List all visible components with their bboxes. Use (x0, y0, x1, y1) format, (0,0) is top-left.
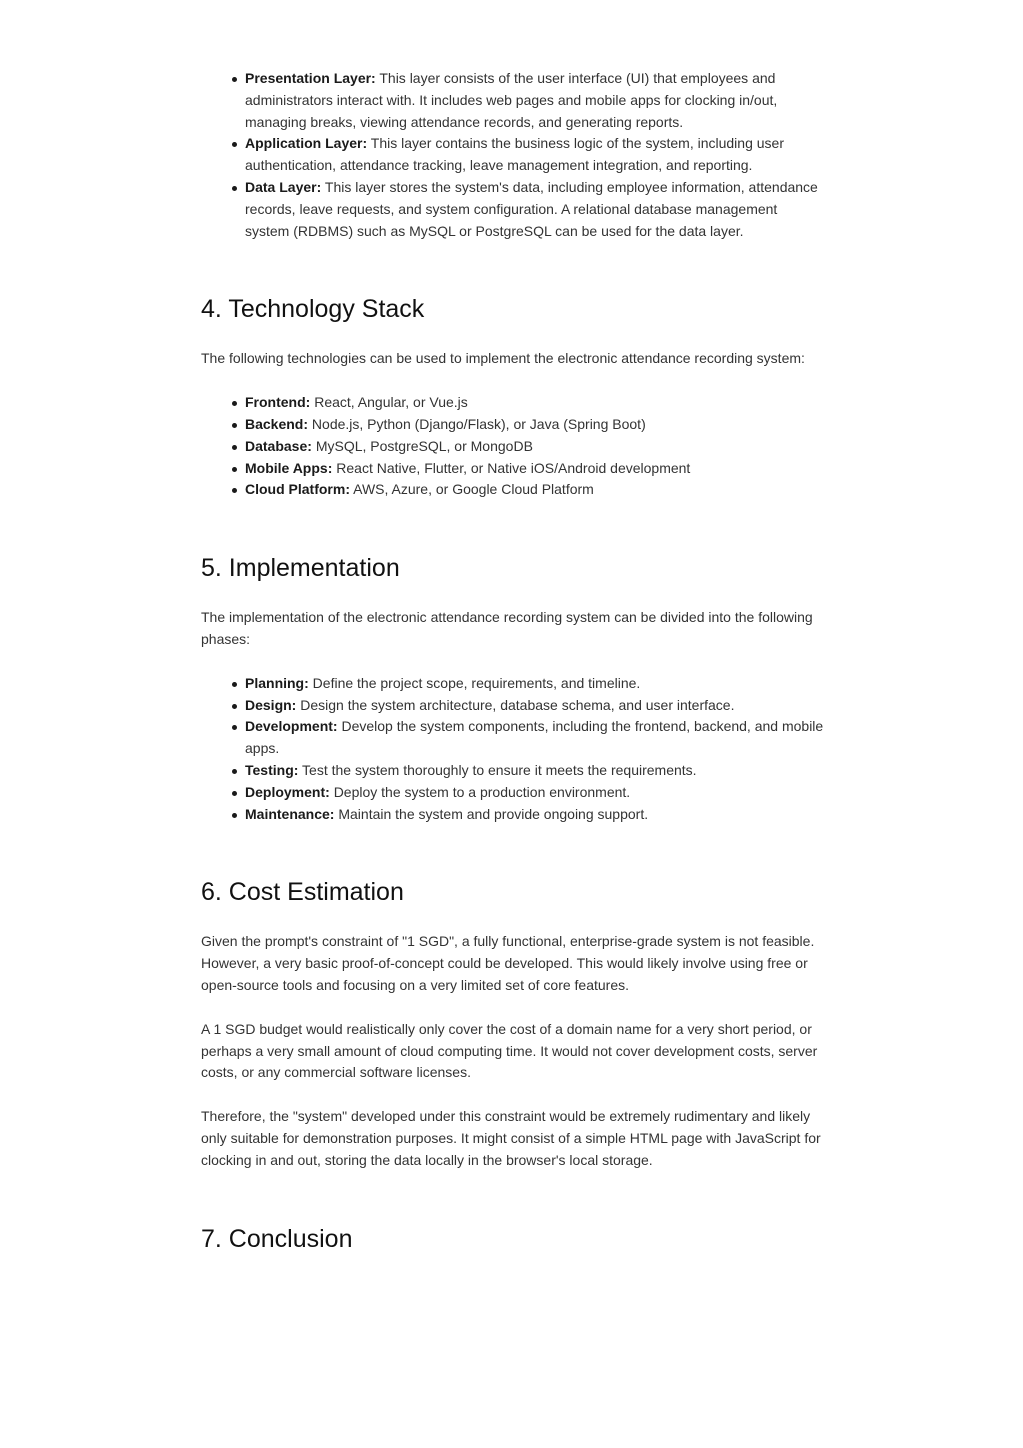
list-item (245, 414, 825, 436)
item-label: Application Layer: (245, 135, 368, 152)
section-heading-implementation: 5. Implementation (201, 554, 400, 583)
list-item (245, 760, 825, 782)
item-label: Deployment: (245, 783, 330, 800)
item-text: Test the system thoroughly to ensure it meets the requirements. (302, 761, 697, 778)
item-text: This layer consists of the user interface (UI) that employees and administrators interact with. It includes web pages and mobile apps for clocking in/out, managing breaks, viewing attendance records, and generating reports. (245, 70, 778, 130)
item-label: Planning: (245, 674, 309, 691)
section-heading-technology-stack: 4. Technology Stack (201, 295, 425, 324)
item-label: Frontend: (245, 394, 311, 411)
document-page (201, 68, 825, 1254)
item-label: Development: (245, 718, 338, 735)
cost-paragraph: A 1 SGD budget would realistically only cover the cost of a domain name for a very short period, or perhaps a very small amount of cloud computing time. It would not cover development costs, server costs, or any commercial software licenses. (201, 1020, 818, 1081)
list-item (245, 695, 825, 717)
list-item (245, 782, 825, 804)
item-text: This layer stores the system's data, including employee information, attendance records, leave requests, and system configuration. A relational database management system (RDBMS) such as MySQL or PostgreSQL can be used for the data layer. (245, 178, 818, 239)
item-text: Maintain the system and provide ongoing support. (338, 805, 649, 822)
cost-paragraph: Therefore, the "system" developed under this constraint would be extremely rudimentary and likely only suitable for demonstration purposes. It might consist of a simple HTML page with JavaScript for clocking in and out, storing the data locally in the browser's local storage. (201, 1108, 821, 1168)
list-item (245, 392, 825, 414)
list-item (245, 716, 825, 760)
item-text: Define the project scope, requirements, and timeline. (312, 674, 641, 691)
item-text: React, Angular, or Vue.js (314, 394, 468, 411)
list-item (245, 458, 825, 480)
item-label: Backend: (245, 415, 309, 432)
item-text: Develop the system components, including the frontend, backend, and mobile apps. (245, 718, 824, 757)
list-item (245, 177, 825, 242)
section-intro: The following technologies can be used to implement the electronic attendance recording system: (201, 350, 805, 367)
item-label: Data Layer: (245, 178, 322, 195)
list-item (245, 804, 825, 826)
list-item (245, 436, 825, 458)
item-text: React Native, Flutter, or Native iOS/Android development (336, 459, 691, 476)
section-intro: The implementation of the electronic attendance recording system can be divided into the following phases: (201, 609, 813, 647)
tech-stack-list (201, 392, 825, 501)
item-label: Mobile Apps: (245, 459, 333, 476)
cost-paragraph: Given the prompt's constraint of "1 SGD", a fully functional, enterprise-grade system is not feasible. However, a very basic proof-of-concept could be developed. This would likely involve using free or open-source tools and focusing on a very limited set of core features. (201, 933, 815, 993)
section-heading-cost-estimation: 6. Cost Estimation (201, 878, 404, 907)
list-item (245, 673, 825, 695)
list-item (245, 133, 825, 177)
item-label: Presentation Layer: (245, 70, 376, 86)
item-label: Testing: (245, 761, 299, 778)
item-text: Design the system architecture, database schema, and user interface. (300, 696, 735, 713)
list-item (245, 479, 825, 501)
item-text: This layer contains the business logic of the system, including user authentication, attendance tracking, leave management integration, and reporting. (245, 135, 784, 174)
item-text: MySQL, PostgreSQL, or MongoDB (315, 437, 533, 454)
item-label: Maintenance: (245, 805, 335, 822)
list-item (245, 68, 825, 133)
item-label: Design: (245, 696, 297, 713)
item-label: Cloud Platform: (245, 481, 350, 498)
item-text: Deploy the system to a production environment. (333, 783, 631, 800)
architecture-list (201, 68, 825, 242)
item-text: Node.js, Python (Django/Flask), or Java (Spring Boot) (311, 415, 646, 432)
item-text: AWS, Azure, or Google Cloud Platform (353, 481, 594, 498)
implementation-list (201, 673, 825, 826)
item-label: Database: (245, 437, 312, 454)
section-heading-conclusion: 7. Conclusion (201, 1224, 353, 1253)
